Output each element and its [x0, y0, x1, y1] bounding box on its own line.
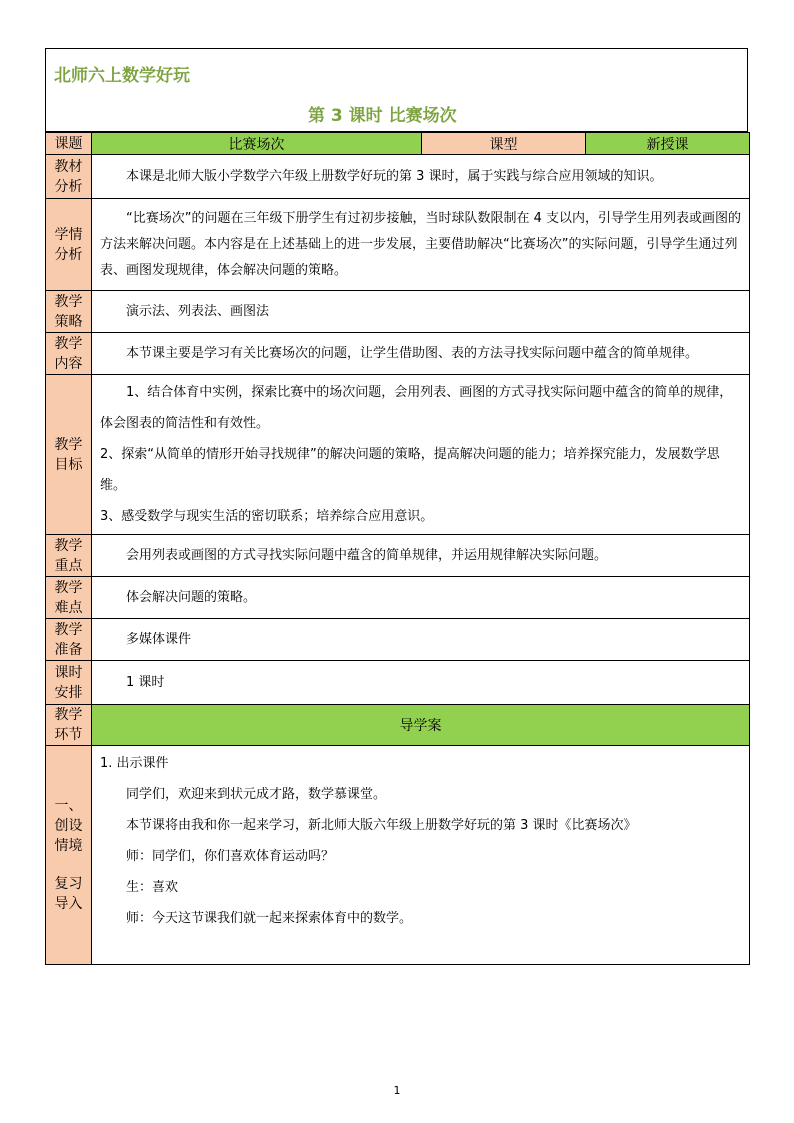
process-line-2: 同学们，欢迎来到状元成才路，数学慕课堂。: [126, 787, 387, 802]
type-value: 新授课: [586, 133, 750, 155]
process-line-1: 1. 出示课件: [100, 756, 169, 771]
topic-value: 比赛场次: [92, 133, 422, 155]
students-text: “比赛场次”的问题在三年级下册学生有过初步接触，当时球队数限制在 4 支以内，引导学生用列表或画图的方法来解决问题。本内容是在上述基础上的进一步发展，主要借助解决“比赛场次”的实际问题，引导学生通过列表、画图发现规律，体会解决问题的策略。: [100, 210, 742, 278]
section1-label-a: 一、创设情境: [54, 798, 83, 854]
lesson-title: 第 3 课时 比赛场次: [308, 106, 457, 126]
stage-value: 导学案: [92, 705, 750, 746]
goal-item-2: 2、探索“从简单的情形开始寻找规律”的解决问题的策略，提高解决问题的能力；培养探究能力，发展数学思维。: [100, 447, 720, 493]
type-label: 课型: [422, 133, 586, 155]
prep-row: [46, 619, 750, 661]
schedule-text: 1 课时: [126, 674, 165, 690]
textbook-row: [46, 155, 750, 199]
schedule-row: [46, 661, 750, 705]
students-row: [46, 199, 750, 291]
goal-item-3: 3、感受数学与现实生活的密切联系；培养综合应用意识。: [100, 509, 434, 524]
lesson-plan-table: [45, 132, 750, 965]
stage-label: 教学环节: [46, 705, 92, 746]
process-line-5: 生：喜欢: [126, 880, 179, 895]
difficulty-text: 体会解决问题的策略。: [126, 589, 257, 605]
prep-label: 教学准备: [46, 619, 92, 661]
textbook-label: 教材分析: [46, 155, 92, 199]
strategy-row: [46, 291, 750, 333]
difficulty-label: 教学难点: [46, 577, 92, 619]
students-label: 学情分析: [46, 199, 92, 291]
content-label: 教学内容: [46, 333, 92, 375]
process-line-6: 师：今天这节课我们就一起来探索体育中的数学。: [126, 911, 413, 926]
content-text: 本节课主要是学习有关比赛场次的问题，让学生借助图、表的方法寻找实际问题中蕴含的简单规律。: [126, 345, 699, 361]
title-box: [45, 48, 748, 132]
goals-label: 教学目标: [46, 375, 92, 535]
schedule-label: 课时安排: [46, 661, 92, 705]
section1-row: [46, 746, 750, 965]
strategy-label: 教学策略: [46, 291, 92, 333]
topic-row: [46, 133, 750, 155]
content-row: [46, 333, 750, 375]
goal-item-1: 1、结合体育中实例，探索比赛中的场次问题，会用列表、画图的方式寻找实际问题中蕴含的简单的规律，体会图表的简洁性和有效性。: [100, 385, 733, 431]
key-label: 教学重点: [46, 535, 92, 577]
page-number: 1: [393, 1084, 401, 1097]
process-line-3: 本节课将由我和你一起来学习，新北师大版六年级上册数学好玩的第 3 课时《比赛场次》: [126, 818, 637, 833]
textbook-text: 本课是北师大版小学数学六年级上册数学好玩的第 3 课时，属于实践与综合应用领域的知识。: [126, 168, 663, 184]
key-text: 会用列表或画图的方式寻找实际问题中蕴含的简单规律，并运用规律解决实际问题。: [126, 547, 608, 563]
stage-row: [46, 705, 750, 746]
process-line-4: 师：同学们，你们喜欢体育运动吗？: [126, 849, 335, 864]
section1-label-b: 复习导入: [54, 876, 83, 912]
goals-row: [46, 375, 750, 535]
strategy-text: 演示法、列表法、画图法: [126, 303, 270, 319]
topic-label: 课题: [46, 133, 92, 155]
series-title: 北师六上数学好玩: [54, 66, 190, 86]
prep-text: 多媒体课件: [126, 631, 192, 647]
difficulty-row: [46, 577, 750, 619]
key-row: [46, 535, 750, 577]
